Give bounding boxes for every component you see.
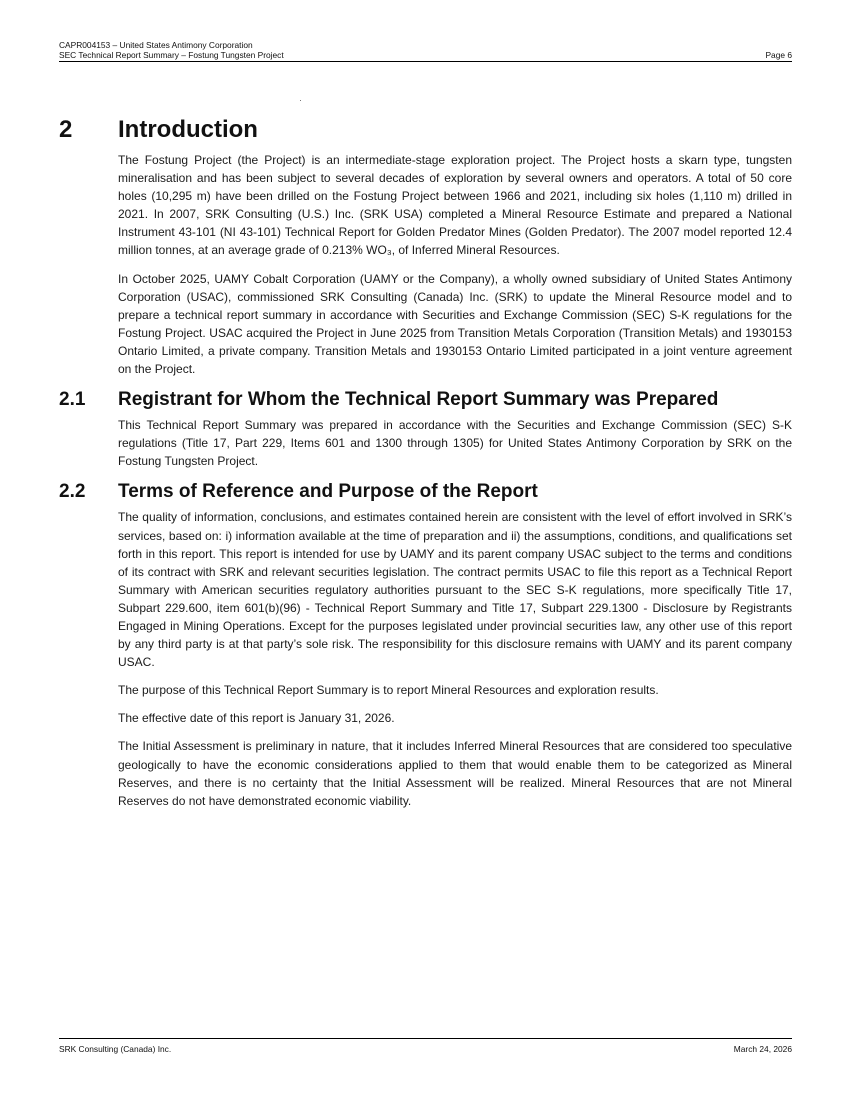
paragraph: This Technical Report Summary was prepared in accordance with the Securities and Exchange Commission (SEC) S-K regulations (Title 17, Part 229, Items 601 and 1300 through 1305) for United States Antimony Corporation by SRK on the Fostung Tungsten Project. (118, 418, 792, 469)
page-header (59, 40, 792, 62)
paragraph: The Fostung Project (the Project) is an intermediate-stage exploration project. The Project hosts a skarn type, tungsten mineralisation and has been subject to several decades of exploration by several owners and operators. A total of 50 core holes (10,295 m) have been drilled on the Fostung Project between 1966 and 2021, including six holes (1,110 m) drilled in 2021. In 2007, SRK Consulting (U.S.) Inc. (SRK USA) completed a Mineral Resource Estimate and prepared a National Instrument 43-101 (NI 43-101) Technical Report for Golden Predator Mines (Golden Predator). The 2007 model reported 12.4 million tonnes, at an average grade of 0.213% WO₃, of Inferred Mineral Resources. (118, 153, 792, 258)
page-footer (59, 1038, 792, 1054)
paragraph: The purpose of this Technical Report Summary is to report Mineral Resources and exploration results. (118, 683, 659, 698)
footer-date: March 24, 2026 (733, 1044, 792, 1054)
header-line-1 (59, 40, 792, 50)
page-number: Page 6 (765, 50, 792, 60)
subsection-title: Terms of Reference and Purpose of the Report (118, 481, 538, 503)
subsection-number: 2.2 (59, 481, 86, 503)
stray-mark (300, 100, 301, 101)
paragraph: The Initial Assessment is preliminary in nature, that it includes Inferred Mineral Resources that are considered too speculative geologically to have the economic considerations applied to them that would enable them to be categorized as Mineral Reserves, and there is no certainty that the Initial Assessment will be realized. Mineral Resources that are not Mineral Reserves do not have demonstrated economic viability. (118, 739, 792, 808)
section-title: Introduction (118, 116, 258, 143)
header-report-id: CAPR004153 – United States Antimony Corporation (59, 40, 253, 50)
header-line-2 (59, 50, 792, 60)
paragraph: In October 2025, UAMY Cobalt Corporation (UAMY or the Company), a wholly owned subsidiary of United States Antimony Corporation (USAC), commissioned SRK Consulting (Canada) Inc. (SRK) to update the Mineral Resource model and to prepare a technical report summary in accordance with Securities and Exchange Commission (SEC) S-K regulations for the Fostung Project. USAC acquired the Project in June 2025 from Transition Metals Corporation (Transition Metals) and 1930153 Ontario Limited, a private company. Transition Metals and 1930153 Ontario Limited participated in a joint venture agreement on the Project. (118, 271, 792, 377)
footer-company: SRK Consulting (Canada) Inc. (59, 1044, 172, 1054)
section-heading (59, 114, 792, 146)
subsection-heading (59, 388, 792, 412)
header-report-title: SEC Technical Report Summary – Fostung Tungsten Project (59, 50, 284, 60)
subsection-number: 2.1 (59, 389, 86, 411)
paragraph: The effective date of this report is January 31, 2026. (118, 711, 395, 726)
page-body (59, 114, 792, 820)
subsection-title: Registrant for Whom the Technical Report Summary was Prepared (118, 389, 719, 411)
subsection-heading (59, 480, 792, 504)
paragraph: The quality of information, conclusions, and estimates contained herein are consistent with the level of effort involved in SRK’s services, based on: i) information available at the time of preparation and ii) the assumptions, conditions, and qualifications set forth in this report. This report is intended for use by UAMY and its parent company USAC subject to the terms and conditions of its contract with SRK and relevant securities legislation. The contract permits USAC to file this report as a Technical Report Summary with American securities regulatory authorities pursuant to the SEC S-K regulations, more specifically Title 17, Subpart 229.600, item 601(b)(96) - Technical Report Summary and Title 17, Subpart 229.1300 - Disclosure by Registrants Engaged in Mining Operations. Except for the purposes legislated under provincial securities law, any other use of this report by any third party is at that party’s sole risk. The responsibility for this disclosure remains with UAMY and its parent company USAC. (118, 510, 792, 670)
section-number: 2 (59, 116, 73, 143)
